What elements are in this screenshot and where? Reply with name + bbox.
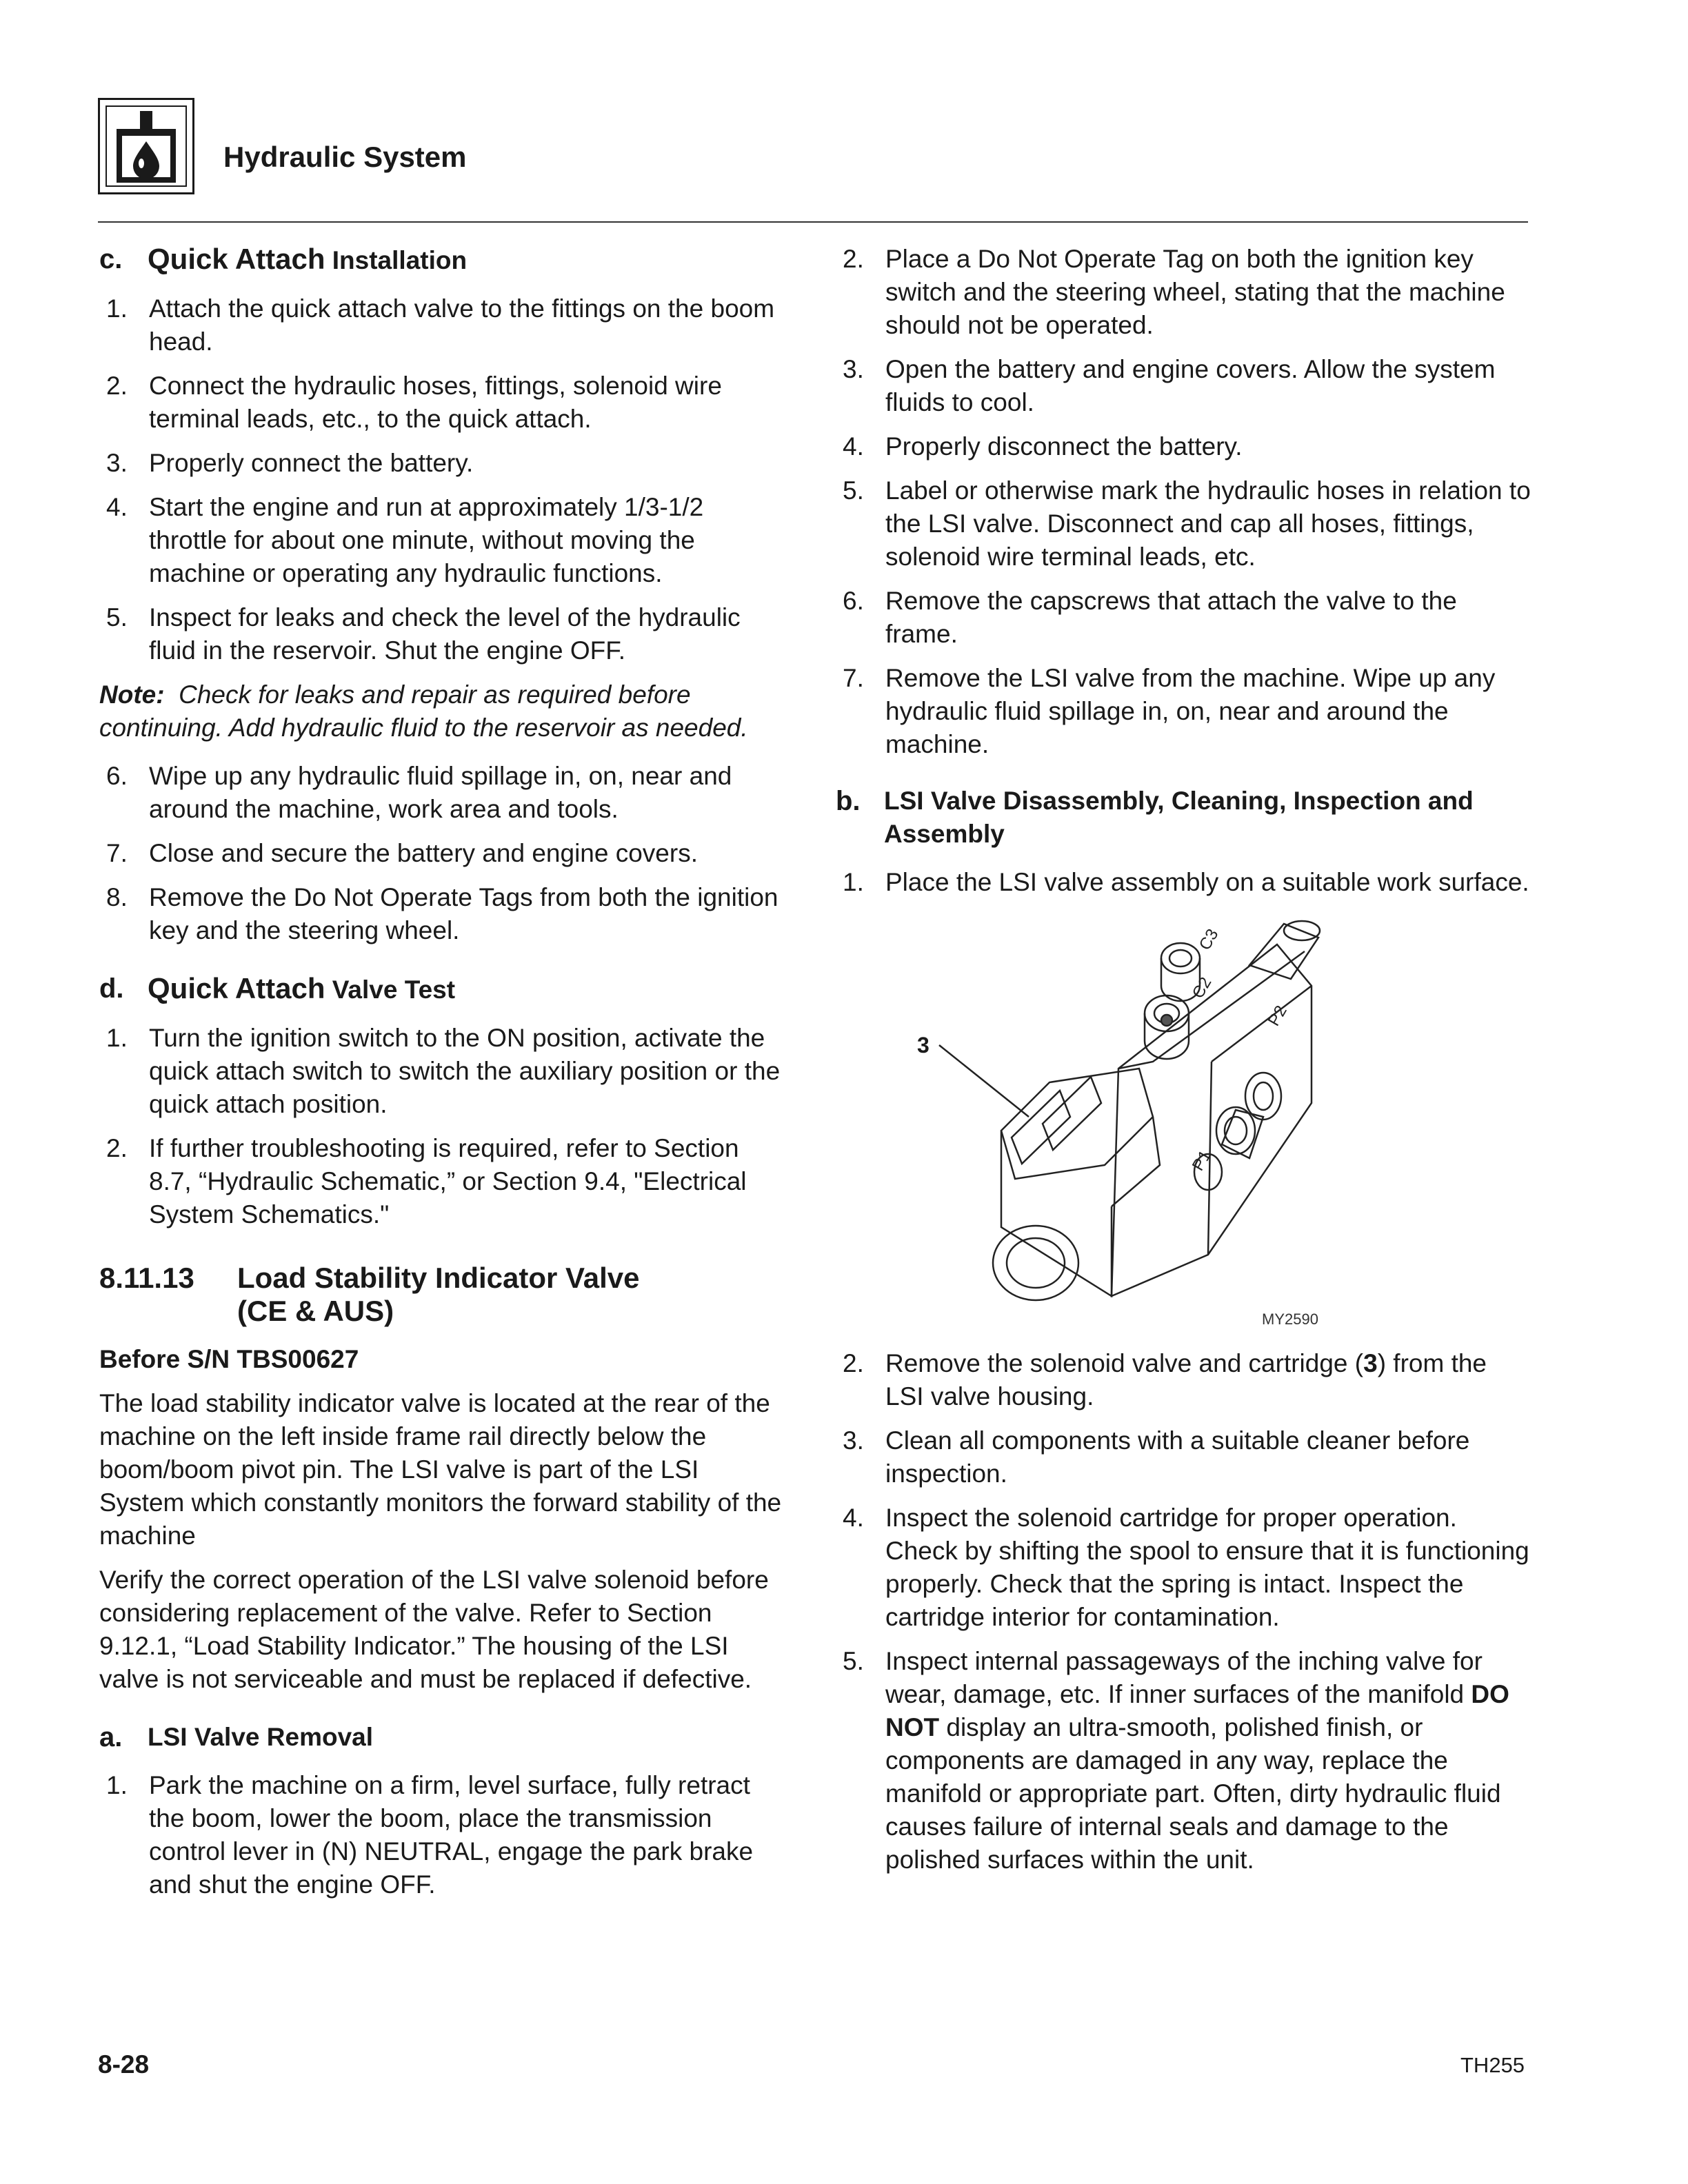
- heading-letter: d.: [99, 973, 124, 1004]
- document-id: TH255: [1460, 2053, 1525, 2077]
- valve-body: [1112, 944, 1312, 1296]
- page-number: 8-28: [98, 2050, 150, 2079]
- list-item: 6. Wipe up any hydraulic fluid spillage in, on, near and around the machine, work area and tools.: [106, 762, 732, 823]
- list-item: 8. Remove the Do Not Operate Tags from both the ignition key and the steering wheel.: [106, 883, 778, 944]
- list-item: 1. Place the LSI valve assembly on a suitable work surface.: [843, 868, 1529, 896]
- heading-quick-attach-installation: [99, 243, 785, 277]
- page-header: [98, 98, 1528, 222]
- section-number: 8.11.13: [99, 1262, 194, 1294]
- hydraulic-cylinder-icon: [106, 105, 187, 187]
- left-column: [99, 243, 785, 1912]
- valve-end-cap: [993, 1226, 1078, 1300]
- removal-steps-continued: [836, 243, 1531, 761]
- right-column: [836, 243, 1531, 1888]
- port-label: P1: [1188, 1147, 1215, 1174]
- fitting-top: [1161, 943, 1200, 973]
- figure-id: MY2590: [1262, 1311, 1318, 1328]
- list-item: 1. Turn the ignition switch to the ON position, activate the quick attach switch to switch the auxiliary position or the quick attach position.: [106, 1024, 781, 1118]
- section-title-line2: (CE & AUS): [237, 1295, 394, 1327]
- lsi-valve-figure: [836, 910, 1531, 1337]
- note-text: Check for leaks and repair as required before continuing. Add hydraulic fluid to the reservoir as needed.: [99, 680, 748, 742]
- list-item: 2. Remove the solenoid valve and cartridge (3) from the LSI valve housing.: [843, 1349, 1487, 1410]
- fitting-p1: [1216, 1107, 1255, 1154]
- heading-lsi-valve-disassembly: [836, 785, 1531, 851]
- list-item: 4. Start the engine and run at approximately 1/3-1/2 throttle for about one minute, without moving the machine or operating any hydraulic functions.: [106, 493, 704, 587]
- callout-leader-line: [939, 1045, 1029, 1117]
- list-item: 4. Inspect the solenoid cartridge for proper operation. Check by shifting the spool to ensure that it is functioning properly. Check that the spring is intact. Inspect the cartridge interior for contamination.: [843, 1504, 1529, 1631]
- list-item: 7. Remove the LSI valve from the machine. Wipe up any hydraulic fluid spillage in, on, near and around the machine.: [843, 664, 1496, 758]
- list-item: 2. Place a Do Not Operate Tag on both the ignition key switch and the steering wheel, stating that the machine should not be operated.: [843, 245, 1505, 339]
- heading-text: LSI Valve Disassembly, Cleaning, Inspection and Assembly: [884, 787, 1474, 848]
- heading-quick-attach-valve-test: [99, 972, 785, 1007]
- removal-steps: [99, 1769, 785, 1901]
- heading-letter: a.: [99, 1722, 123, 1752]
- list-item: 3. Clean all components with a suitable cleaner before inspection.: [843, 1426, 1470, 1488]
- list-item: 1. Attach the quick attach valve to the fittings on the boom head.: [106, 294, 775, 356]
- header-divider: [98, 221, 1528, 223]
- note: [99, 678, 785, 745]
- heading-big: Quick Attach: [148, 972, 325, 1004]
- list-item: 7. Close and secure the battery and engine covers.: [106, 839, 698, 867]
- installation-steps: [99, 292, 785, 667]
- list-item: 1. Park the machine on a firm, level surface, fully retract the boom, lower the boom, place the transmission control lever in (N) NEUTRAL, engage the park brake and shut the engine OFF.: [106, 1771, 754, 1899]
- list-item: 5. Label or otherwise mark the hydraulic hoses in relation to the LSI valve. Disconnect and cap all hoses, fittings, solenoid wire terminal leads, etc.: [843, 476, 1531, 571]
- header-icon-box: [98, 98, 194, 194]
- section-title-line1: Load Stability Indicator Valve: [237, 1262, 640, 1294]
- disassembly-steps: [836, 866, 1531, 899]
- paragraph: Verify the correct operation of the LSI valve solenoid before considering replacement of the valve. Refer to Section 9.12.1, “Load Stability Indicator.” The housing of the LSI valve is not serviceable and must be replaced if defective.: [99, 1566, 769, 1693]
- disassembly-steps-continued: [836, 1347, 1531, 1877]
- heading-letter: c.: [99, 244, 123, 274]
- list-item: 3. Properly connect the battery.: [106, 449, 474, 477]
- note-label: Note:: [99, 680, 165, 709]
- header-title: Hydraulic System: [223, 141, 467, 173]
- list-item: 4. Properly disconnect the battery.: [843, 432, 1243, 461]
- list-item: 5. Inspect for leaks and check the level of the hydraulic fluid in the reservoir. Shut the engine OFF.: [106, 603, 741, 665]
- heading-lsi-valve-removal: [99, 1721, 785, 1754]
- section-heading-8-11-13: [99, 1262, 785, 1328]
- heading-text: LSI Valve Removal: [148, 1723, 374, 1751]
- list-item: 3. Open the battery and engine covers. Allow the system fluids to cool.: [843, 355, 1496, 416]
- fitting-p2: [1245, 1073, 1281, 1120]
- port-label: C2: [1188, 973, 1216, 1002]
- list-item: 6. Remove the capscrews that attach the valve to the frame.: [843, 587, 1457, 648]
- paragraph: The load stability indicator valve is located at the rear of the machine on the left inside frame rail directly below the boom/boom pivot pin. The LSI valve is part of the LSI System which constantly monitors the forward stability of the machine: [99, 1389, 782, 1550]
- heading-rest: Valve Test: [332, 975, 456, 1004]
- installation-steps-continued: [99, 760, 785, 947]
- lsi-valve-illustration: [836, 910, 1531, 1337]
- port-label: C3: [1195, 925, 1223, 953]
- heading-letter: b.: [836, 786, 861, 816]
- list-item: 2. If further troubleshooting is required, refer to Section 8.7, “Hydraulic Schematic,” or Section 9.4, "Electrical System Schematics.": [106, 1134, 747, 1228]
- figure-callout-label: 3: [917, 1033, 930, 1058]
- serial-note: Before S/N TBS00627: [99, 1345, 359, 1373]
- port-label: P2: [1264, 1002, 1291, 1029]
- heading-rest: Installation: [332, 246, 468, 274]
- list-item: 5. Inspect internal passageways of the inching valve for wear, damage, etc. If inner surfaces of the manifold DO NOT display an ultra-smooth, polished finish, or components are damaged in any way, replace the manifold or appropriate part. Often, dirty hydraulic fluid causes failure of internal seals and damage to the polished surfaces within the unit.: [843, 1647, 1509, 1874]
- valve-test-steps: [99, 1022, 785, 1231]
- heading-big: Quick Attach: [148, 243, 325, 275]
- list-item: 2. Connect the hydraulic hoses, fittings, solenoid wire terminal leads, etc., to the quick attach.: [106, 372, 722, 433]
